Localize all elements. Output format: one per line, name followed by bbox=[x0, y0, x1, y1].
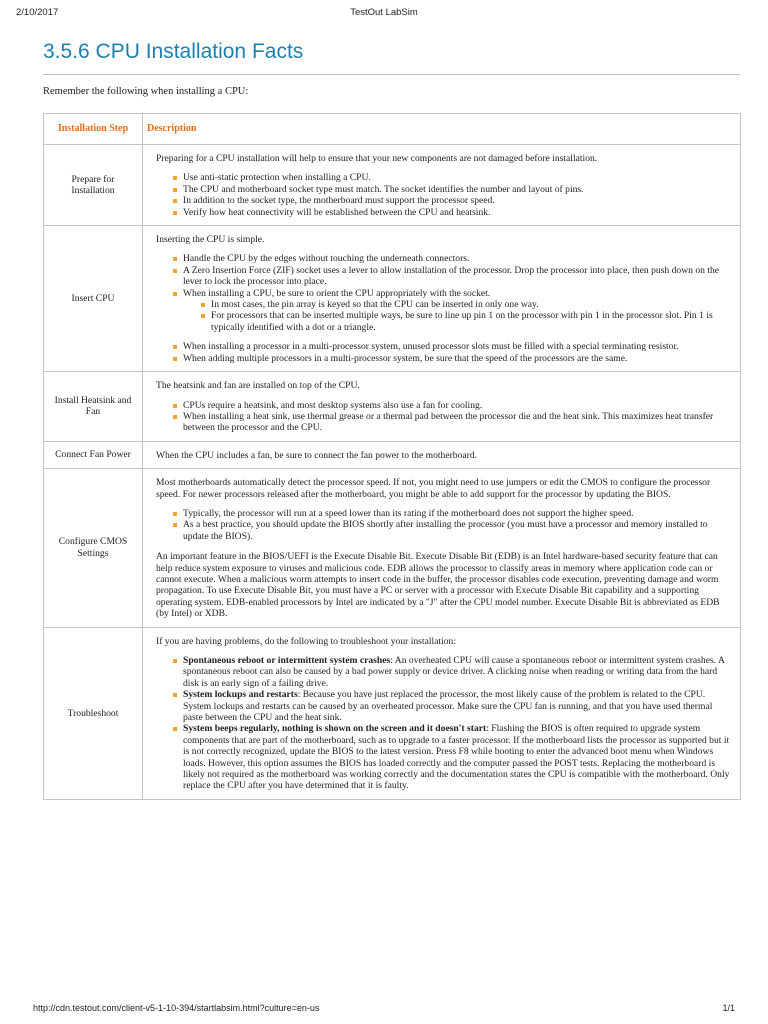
description-paragraph: Most motherboards automatically detect the processor speed. If not, you might need to use jumpers or edit the CMOS to configure the processor speed. For newer processors released after the motherboard, you might be able to add support for the processor by updating the BIOS. bbox=[156, 477, 711, 500]
list-item-text: When installing a CPU, be sure to orient the CPU appropriately with the socket. bbox=[183, 287, 491, 299]
bullet-list bbox=[156, 400, 730, 434]
list-item bbox=[183, 172, 730, 183]
installation-step-cell: Install Heatsink and Fan bbox=[44, 372, 143, 442]
print-date: 2/10/2017 bbox=[16, 7, 59, 18]
print-header bbox=[0, 0, 768, 22]
list-item-text: As a best practice, you should update the BIOS shortly after installing the processor (you must have a processor and memory installed to update the BIOS). bbox=[183, 519, 708, 542]
description-paragraph: An important feature in the BIOS/UEFI is the Execute Disable Bit. Execute Disable Bit (EDB) is an Intel hardware-based security feature that can help reduce system exposure to viruses and malicious code. EDB allows the processor to classify areas in memory where application code can or cannot execute. When a malicious worm attempts to insert code in the buffer, the processor disables code execution, preventing damage and worm propagation. To use Execute Disable Bit, you must have a PC or server with a processor with Execute Disable Bit capability and a supporting operating system. EDB-enabled processors by Intel are indicated by a "J" after the CPU model number. Execute Disable Bit is abbreviated as EDB (by Intel) or XDB. bbox=[156, 551, 720, 620]
list-item-text: Typically, the processor will run at a speed lower than its rating if the motherboard does not support the higher speed. bbox=[183, 507, 634, 519]
bullet-list bbox=[156, 253, 730, 364]
list-item bbox=[183, 411, 730, 434]
description-cell bbox=[143, 372, 741, 442]
sub-list-item: For processors that can be inserted multiple ways, be sure to line up pin 1 on the processor with pin 1 in the processor slot. Pin 1 is typically identified with a dot or a triangle. bbox=[211, 310, 730, 333]
list-item-text: When installing a processor in a multi-processor system, unused processor slots must be filled with a special terminating resistor. bbox=[183, 341, 679, 353]
description-cell bbox=[143, 469, 741, 627]
list-item bbox=[183, 195, 730, 206]
table-row bbox=[44, 627, 741, 799]
bullet-list bbox=[156, 655, 730, 792]
sub-list-item: In most cases, the pin array is keyed so that the CPU can be inserted in only one way. bbox=[211, 299, 730, 310]
list-item-text: Use anti-static protection when installing a CPU. bbox=[183, 172, 371, 184]
table-body bbox=[44, 145, 741, 800]
sub-bullet-list bbox=[183, 299, 730, 333]
list-item bbox=[183, 265, 730, 288]
installation-step-cell: Insert CPU bbox=[44, 226, 143, 372]
description-cell bbox=[143, 226, 741, 372]
table-row bbox=[44, 469, 741, 627]
list-item-text: When adding multiple processors in a multi-processor system, be sure that the speed of the processors are the same. bbox=[183, 352, 628, 364]
table-row bbox=[44, 145, 741, 226]
list-item bbox=[183, 184, 730, 195]
description-cell bbox=[143, 145, 741, 226]
table-row bbox=[44, 226, 741, 372]
print-footer bbox=[0, 1003, 768, 1019]
list-item-text: : Flashing the BIOS is often required to upgrade system components that are part of the motherboard, such as to upgrade to a faster processor. If the motherboard lists the processor as supported but it is not correctly recognized, update the BIOS to the latest version. Press F8 while booting to enter the advanced boot menu when Windows loads. However, this option assumes the BIOS has loaded correctly and the computer passed the POST tests. Replacing the motherboard is likely not required as the motherboard was working correctly and the documentation states the CPU is compatible with the motherboard. Only replace the CPU after you have determined that it is faulty. bbox=[183, 723, 730, 792]
list-item bbox=[183, 353, 730, 364]
list-item-text: A Zero Insertion Force (ZIF) socket uses a lever to allow installation of the processor. Drop the processor into place, then push down on the lever to lock the processor into place. bbox=[183, 264, 720, 288]
header-installation-step: Installation Step bbox=[44, 114, 143, 145]
print-url: http://cdn.testout.com/client-v5-1-10-394/startlabsim.html?culture=en-us bbox=[33, 1003, 320, 1013]
print-site-title: TestOut LabSim bbox=[350, 7, 418, 18]
header-description: Description bbox=[143, 114, 741, 145]
table-header-row bbox=[44, 114, 741, 145]
list-item-text: Verify how heat connectivity will be established between the CPU and heatsink. bbox=[183, 206, 491, 218]
list-item bbox=[183, 508, 730, 519]
description-paragraph: If you are having problems, do the following to troubleshoot your installation: bbox=[156, 635, 457, 647]
installation-step-cell: Configure CMOS Settings bbox=[44, 469, 143, 627]
list-item bbox=[183, 400, 730, 411]
list-item-text: When installing a heat sink, use thermal grease or a thermal pad between the processor die and the heat sink. This maximizes heat transfer between the processor and the CPU. bbox=[183, 410, 714, 434]
page-title: 3.5.6 CPU Installation Facts bbox=[43, 40, 304, 63]
description-cell bbox=[143, 627, 741, 799]
list-item bbox=[183, 207, 730, 218]
title-divider bbox=[43, 74, 740, 75]
list-item bbox=[183, 655, 730, 689]
list-item bbox=[183, 723, 730, 791]
list-item-text: In addition to the socket type, the motherboard must support the processor speed. bbox=[183, 195, 495, 207]
description-paragraph: Inserting the CPU is simple. bbox=[156, 234, 265, 246]
print-page-number: 1/1 bbox=[722, 1003, 735, 1013]
description-paragraph: The heatsink and fan are installed on top of the CPU. bbox=[156, 380, 360, 392]
description-paragraph: When the CPU includes a fan, be sure to connect the fan power to the motherboard. bbox=[156, 449, 478, 461]
description-cell bbox=[143, 441, 741, 468]
list-item bbox=[183, 519, 730, 542]
list-item-heading: System lockups and restarts bbox=[183, 689, 298, 701]
installation-step-cell: Troubleshoot bbox=[44, 627, 143, 799]
list-item-text: : An overheated CPU will cause a spontaneous reboot or intermittent system crashes. A spontaneous reboot can also be caused by a bad power supply or device driver. A clicking noise when reading or writing data from the hard disk is an early sign of a failing drive. bbox=[183, 655, 725, 689]
bullet-list bbox=[156, 508, 730, 542]
bullet-list bbox=[156, 172, 730, 218]
list-item-text: : Because you have just replaced the processor, the most likely cause of the problem is related to the CPU. System lockups and restarts can be caused by an overheated processor. Make sure the CPU fan is running, and that you have used thermal paste between the CPU and the heat sink. bbox=[183, 689, 713, 724]
description-paragraph: Preparing for a CPU installation will help to ensure that your new components are not damaged before installation. bbox=[156, 153, 598, 164]
list-item bbox=[183, 341, 730, 352]
installation-step-cell: Prepare for Installation bbox=[44, 145, 143, 226]
list-item-text: CPUs require a heatsink, and most desktop systems also use a fan for cooling. bbox=[183, 399, 483, 411]
table-row bbox=[44, 372, 741, 442]
table-row bbox=[44, 441, 741, 468]
list-item-heading: System beeps regularly, nothing is shown on the screen and it doesn't start bbox=[183, 723, 487, 735]
list-item bbox=[183, 689, 730, 723]
list-item bbox=[183, 253, 730, 264]
list-item-text: The CPU and motherboard socket type must match. The socket identifies the number and layout of pins. bbox=[183, 183, 584, 195]
cpu-facts-table bbox=[43, 113, 741, 800]
intro-text: Remember the following when installing a CPU: bbox=[43, 86, 249, 97]
list-item-text: Handle the CPU by the edges without touching the underneath connectors. bbox=[183, 253, 470, 265]
list-item bbox=[183, 288, 730, 334]
list-item-heading: Spontaneous reboot or intermittent system crashes bbox=[183, 655, 391, 666]
installation-step-cell: Connect Fan Power bbox=[44, 441, 143, 468]
